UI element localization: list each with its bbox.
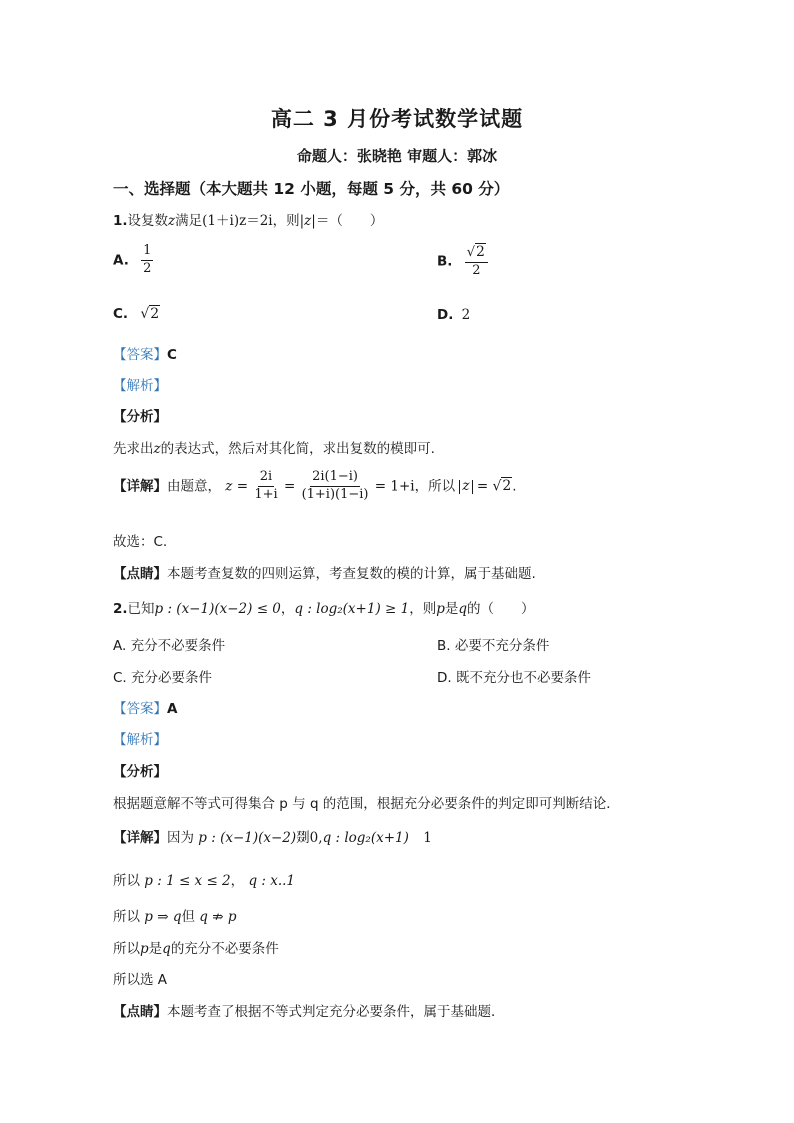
authors-line: 命题人：张晓艳 审题人：郭冰 <box>296 147 498 165</box>
equals-sign: = <box>283 478 296 495</box>
abs-z: z <box>459 480 472 494</box>
section-header: 一、选择题（本大题共 12 小题，每题 5 分，共 60 分） <box>113 180 510 198</box>
text-run: ， <box>280 601 295 617</box>
var-p: p <box>140 941 149 957</box>
q1-dianjing <box>113 562 536 582</box>
p-expression: p : (x−1)(x−2) <box>198 830 297 846</box>
fraction-2i-over-1plusi <box>252 470 279 503</box>
text-run: ，则 <box>409 601 437 617</box>
denominator: 2 <box>143 260 152 276</box>
q1-abs-z: |z| <box>299 213 316 229</box>
q1-choose: 故选：C. <box>113 534 168 550</box>
text-run: 所以 <box>113 873 140 889</box>
var-q: q <box>162 941 171 957</box>
option-label: B. <box>437 253 453 270</box>
q1-option-c <box>113 306 160 322</box>
equals-sign: = <box>476 478 489 495</box>
q1-fenxi-tag: 【分析】 <box>113 409 167 425</box>
q2-line-4: 所以选 A <box>113 972 168 988</box>
text-run: 因为 <box>167 830 194 846</box>
q2-line-3 <box>113 937 279 957</box>
dianjing-tag: 【点睛】 <box>113 566 167 582</box>
text-run: 是 <box>444 601 459 617</box>
text-run: ，所以 <box>414 478 456 495</box>
answer-tag: 【答案】 <box>113 701 167 717</box>
text-run: 1 <box>423 830 432 846</box>
q-expression: q : log₂(x+1) <box>322 830 409 846</box>
option-value: 2 <box>461 307 471 323</box>
numerator: 2i(1−i) <box>310 470 360 487</box>
var-z: z <box>225 478 233 495</box>
text-run: 所以 <box>113 941 140 957</box>
page-title: 高二 3 月份考试数学试题 <box>270 107 524 131</box>
option-label: D. <box>437 307 454 323</box>
answer-tag: 【答案】 <box>113 347 167 363</box>
equals-sign: = <box>236 478 249 495</box>
q1-stem-text: 满足 <box>175 213 203 229</box>
numerator: √2 <box>465 244 488 263</box>
radicand: 2 <box>502 478 512 495</box>
sqrt-expression: √2 <box>140 306 160 322</box>
q1-stem-text: ，则 <box>272 213 300 229</box>
denominator: 2 <box>472 262 481 278</box>
q1-option-d <box>437 307 470 323</box>
garbled-symbol: 剟0, <box>296 830 323 846</box>
p-range: p : 1 ≤ x ≤ 2 <box>144 873 231 889</box>
sqrt-expression: √2 <box>492 478 512 495</box>
var-z: z <box>153 441 161 457</box>
q2-option-c: C. 充分必要条件 <box>113 670 213 686</box>
q1-stem <box>113 209 383 229</box>
implication: p ⇒ q <box>144 909 182 925</box>
text-run: 的（ ） <box>467 601 535 617</box>
fraction-conjugate <box>300 470 371 503</box>
var-p: p <box>436 601 445 617</box>
q1-jiexi-tag: 【解析】 <box>113 378 167 394</box>
p-condition: p : (x−1)(x−2) ≤ 0 <box>154 601 281 617</box>
text-run: 本题考查了根据不等式判定充分必要条件，属于基础题． <box>167 1004 505 1020</box>
detail-tag: 【详解】 <box>113 478 167 495</box>
q1-condition: (1＋i)z＝2i <box>202 213 273 229</box>
var-q: q <box>458 601 468 617</box>
q-range: q : x..1 <box>248 873 296 889</box>
non-implication: q ⇏ p <box>199 909 237 925</box>
radicand: 2 <box>150 306 160 322</box>
denominator: 1+i <box>254 486 278 502</box>
text-run: . <box>512 478 517 495</box>
q1-option-b <box>437 244 488 279</box>
q1-number: 1. <box>113 213 128 229</box>
text-run: 由题意， <box>167 478 221 495</box>
q2-option-b: B. 必要不充分条件 <box>437 638 550 654</box>
q1-stem-text: 设复数 <box>127 213 169 229</box>
q2-jiexi-tag: 【解析】 <box>113 732 167 748</box>
q1-option-a <box>113 244 153 277</box>
answer-value: A <box>167 701 178 717</box>
option-label: C. <box>113 306 129 322</box>
detail-tag: 【详解】 <box>113 830 167 846</box>
q1-stem-text: ＝（ ） <box>315 213 384 229</box>
numerator: 1 <box>141 244 153 261</box>
q1-detail <box>113 470 517 503</box>
q2-number: 2. <box>113 601 128 617</box>
text-run: 的充分不必要条件 <box>170 941 279 957</box>
option-label: A. <box>113 252 129 269</box>
text-run: 本题考查复数的四则运算，考查复数的模的计算，属于基础题. <box>167 566 536 582</box>
answer-value: C <box>167 347 177 363</box>
q-condition: q : log₂(x+1) ≥ 1 <box>294 601 410 617</box>
denominator: (1+i)(1−i) <box>301 486 369 502</box>
q2-line-2 <box>113 905 236 925</box>
q2-dianjing <box>113 1000 505 1020</box>
text-run: 先求出 <box>113 441 154 457</box>
q2-fenxi-tag: 【分析】 <box>113 764 167 780</box>
result-expression: = 1+i <box>374 478 415 495</box>
q2-stem <box>113 597 535 617</box>
q2-answer <box>113 697 177 717</box>
q2-option-a: A. 充分不必要条件 <box>113 638 226 654</box>
q2-detail <box>113 826 432 846</box>
q2-option-d: D. 既不充分也不必要条件 <box>437 670 591 686</box>
q1-fenxi-text <box>113 437 435 457</box>
text-run: ， <box>230 873 245 889</box>
fraction-one-half <box>141 244 153 277</box>
dianjing-tag: 【点睛】 <box>113 1004 167 1020</box>
q2-line-1 <box>113 869 295 889</box>
q1-answer <box>113 343 177 363</box>
radicand: 2 <box>476 244 485 260</box>
numerator: 2i <box>258 470 274 487</box>
q1-var-z: z <box>168 213 176 229</box>
fraction-root2-over-2 <box>465 244 488 279</box>
text-run: 但 <box>181 909 195 925</box>
text-run: 所以 <box>113 909 140 925</box>
text-run: 是 <box>148 941 163 957</box>
q2-fenxi-text: 根据题意解不等式可得集合 p 与 q 的范围，根据充分必要条件的判定即可判断结论． <box>113 796 620 812</box>
text-run: 已知 <box>127 601 155 617</box>
text-run: 的表达式，然后对其化简，求出复数的模即可. <box>160 441 435 457</box>
